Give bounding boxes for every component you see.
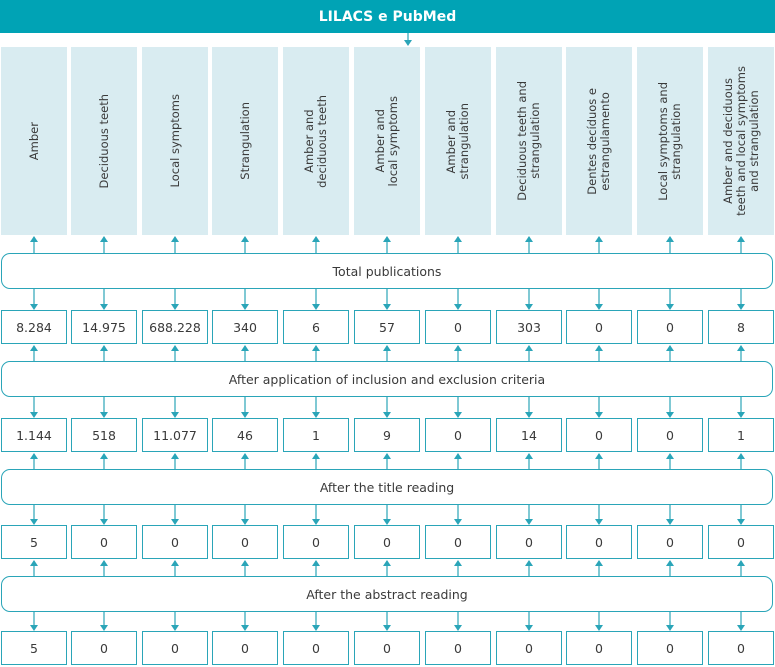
count-cell: 14 (496, 418, 562, 452)
count-cell: 0 (637, 525, 703, 559)
count-cell: 1 (283, 418, 349, 452)
arrow-up-icon (312, 236, 320, 242)
count-cell: 0 (637, 631, 703, 665)
arrow-up-icon (383, 345, 391, 351)
arrow-up-icon (30, 560, 38, 566)
count-cell: 0 (425, 525, 491, 559)
count-cell: 0 (708, 525, 774, 559)
search-term-column (708, 47, 774, 235)
count-cell: 0 (708, 631, 774, 665)
count-cell: 0 (496, 525, 562, 559)
arrow-up-icon (383, 236, 391, 242)
count-cell: 0 (566, 631, 632, 665)
arrow-up-icon (100, 453, 108, 459)
arrow-up-icon (525, 453, 533, 459)
count-cell: 0 (425, 418, 491, 452)
arrow-up-icon (454, 345, 462, 351)
count-cell: 0 (425, 310, 491, 344)
arrow-up-icon (737, 345, 745, 351)
count-cell: 0 (566, 310, 632, 344)
count-cell: 340 (212, 310, 278, 344)
search-term-label: Amber (26, 121, 41, 161)
arrow-up-icon (241, 560, 249, 566)
search-term-column (354, 47, 420, 235)
search-term-column (637, 47, 703, 235)
arrow-up-icon (525, 560, 533, 566)
search-term-label: Local symptoms and strangulation (656, 81, 683, 201)
arrow-up-icon (383, 453, 391, 459)
arrow-up-icon (100, 560, 108, 566)
count-cell: 0 (142, 631, 208, 665)
search-term-label: Local symptoms (167, 94, 182, 188)
stage-bar: Total publications (1, 253, 773, 289)
count-cell: 303 (496, 310, 562, 344)
search-term-label: Dentes decíduos e estrangulamento (585, 87, 612, 195)
arrow-up-icon (454, 560, 462, 566)
search-term-column (212, 47, 278, 235)
search-term-column (142, 47, 208, 235)
count-cell: 0 (637, 310, 703, 344)
count-cell: 0 (566, 525, 632, 559)
arrow-up-icon (100, 236, 108, 242)
arrow-up-icon (525, 345, 533, 351)
arrow-up-icon (595, 560, 603, 566)
arrow-up-icon (666, 560, 674, 566)
arrow-up-icon (171, 236, 179, 242)
search-term-column (71, 47, 137, 235)
search-term-column (283, 47, 349, 235)
search-term-column (425, 47, 491, 235)
arrow-up-icon (666, 236, 674, 242)
search-term-label: Deciduous teeth and strangulation (515, 81, 542, 201)
arrow-up-icon (30, 236, 38, 242)
search-term-label: Deciduous teeth (96, 93, 111, 189)
arrow-up-icon (171, 453, 179, 459)
arrow-up-icon (595, 345, 603, 351)
arrow-up-icon (241, 453, 249, 459)
arrow-up-icon (312, 453, 320, 459)
count-cell: 8 (708, 310, 774, 344)
count-cell: 1.144 (1, 418, 67, 452)
count-cell: 0 (283, 631, 349, 665)
count-cell: 0 (212, 631, 278, 665)
arrow-up-icon (383, 560, 391, 566)
count-cell: 0 (496, 631, 562, 665)
count-cell: 5 (1, 525, 67, 559)
arrow-up-icon (30, 345, 38, 351)
arrow-up-icon (454, 453, 462, 459)
count-cell: 518 (71, 418, 137, 452)
arrow-up-icon (171, 560, 179, 566)
count-cell: 0 (71, 525, 137, 559)
arrow-up-icon (525, 236, 533, 242)
arrow-up-icon (737, 453, 745, 459)
search-term-label: Amber and local symptoms (373, 95, 400, 187)
count-cell: 0 (354, 631, 420, 665)
count-cell: 46 (212, 418, 278, 452)
arrow-up-icon (454, 236, 462, 242)
count-cell: 0 (637, 418, 703, 452)
count-cell: 11.077 (142, 418, 208, 452)
search-term-label: Amber and strangulation (444, 102, 471, 180)
arrow-up-icon (241, 345, 249, 351)
count-cell: 6 (283, 310, 349, 344)
count-cell: 1 (708, 418, 774, 452)
stage-bar: After application of inclusion and exclusion criteria (1, 361, 773, 397)
source-header: LILACS e PubMed (0, 0, 775, 33)
count-cell: 0 (566, 418, 632, 452)
count-cell: 0 (425, 631, 491, 665)
count-cell: 0 (354, 525, 420, 559)
arrow-up-icon (737, 560, 745, 566)
search-term-column (1, 47, 67, 235)
count-cell: 14.975 (71, 310, 137, 344)
arrow-down-icon (404, 40, 412, 46)
count-cell: 5 (1, 631, 67, 665)
count-cell: 688.228 (142, 310, 208, 344)
arrow-up-icon (312, 345, 320, 351)
arrow-up-icon (666, 453, 674, 459)
arrow-up-icon (666, 345, 674, 351)
count-cell: 0 (283, 525, 349, 559)
arrow-up-icon (737, 236, 745, 242)
arrow-up-icon (241, 236, 249, 242)
count-cell: 0 (71, 631, 137, 665)
stage-bar: After the title reading (1, 469, 773, 505)
arrow-up-icon (595, 453, 603, 459)
stage-bar: After the abstract reading (1, 576, 773, 612)
arrow-up-icon (100, 345, 108, 351)
arrow-up-icon (595, 236, 603, 242)
count-cell: 57 (354, 310, 420, 344)
count-cell: 9 (354, 418, 420, 452)
arrow-up-icon (30, 453, 38, 459)
count-cell: 8.284 (1, 310, 67, 344)
arrow-up-icon (171, 345, 179, 351)
search-term-label: Strangulation (237, 102, 252, 180)
count-cell: 0 (212, 525, 278, 559)
search-term-label: Amber and deciduous teeth and local symptoms and strangulation (720, 66, 761, 216)
search-term-column (566, 47, 632, 235)
count-cell: 0 (142, 525, 208, 559)
arrow-up-icon (312, 560, 320, 566)
search-term-column (496, 47, 562, 235)
search-term-label: Amber and deciduous teeth (302, 94, 329, 188)
